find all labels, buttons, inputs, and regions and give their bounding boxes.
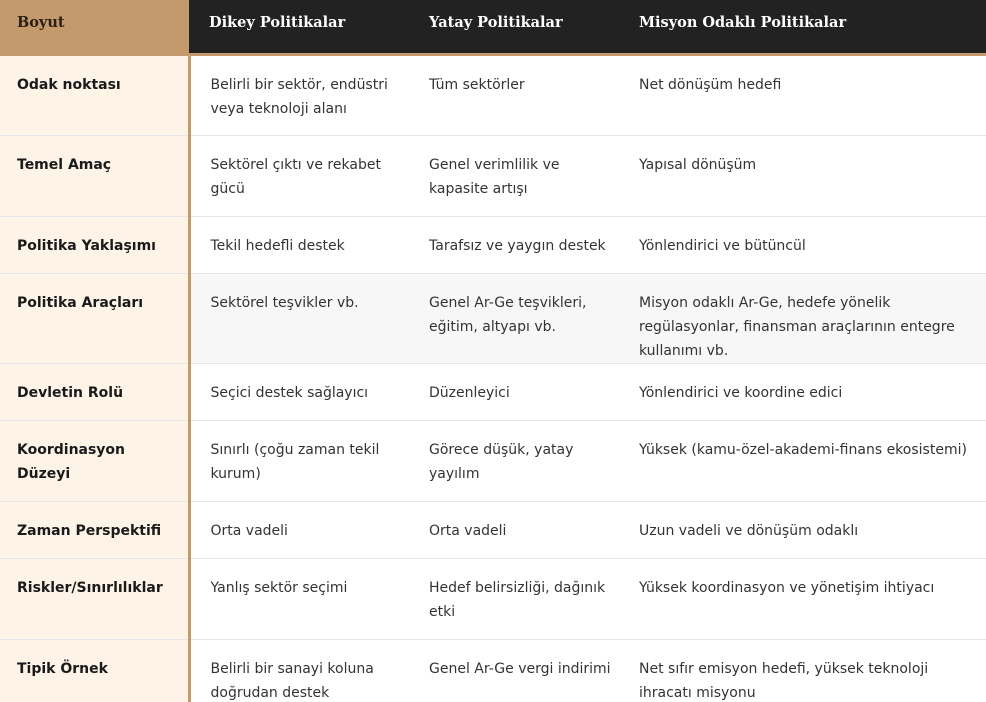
- table-cell: Yapısal dönüşüm: [619, 135, 986, 216]
- table-cell: Sektörel teşvikler vb.: [189, 273, 409, 363]
- table-cell: Yanlış sektör seçimi: [189, 558, 409, 639]
- table-cell: Uzun vadeli ve dönüşüm odaklı: [619, 501, 986, 558]
- table-cell: Tüm sektörler: [409, 54, 619, 135]
- row-label: Odak noktası: [0, 54, 189, 135]
- table-row: [0, 558, 986, 639]
- table-cell: Hedef belirsizliği, dağınık etki: [409, 558, 619, 639]
- table-cell: Net sıfır emisyon hedefi, yüksek teknoloji ihracatı misyonu: [639, 660, 929, 701]
- row-label: Koordinasyon Düzeyi: [0, 420, 189, 501]
- table-cell: Sınırlı (çoğu zaman tekil kurum): [189, 420, 409, 501]
- table-cell: Misyon odaklı Ar-Ge, hedefe yönelik regülasyonlar, finansman araçlarının entegre kullanımı vb.: [619, 273, 986, 363]
- header-horizontal-policies: Yatay Politikalar: [409, 0, 619, 54]
- row-label: Riskler/Sınırlılıklar: [0, 558, 189, 639]
- table-row: [0, 273, 986, 363]
- table-row: [0, 363, 986, 420]
- table-cell: Belirli bir sektör, endüstri veya teknoloji alanı: [189, 54, 409, 135]
- table-row: [0, 639, 986, 702]
- table-cell: Yüksek koordinasyon ve yönetişim ihtiyacı: [619, 558, 986, 639]
- table-cell: Sektörel çıktı ve rekabet gücü: [189, 135, 409, 216]
- row-label: Devletin Rolü: [0, 363, 189, 420]
- table-row: [0, 135, 986, 216]
- table-cell: Genel Ar-Ge vergi indirimi: [429, 660, 611, 677]
- table-cell: Görece düşük, yatay yayılım: [409, 420, 619, 501]
- table-body: [0, 54, 986, 702]
- table-cell: Genel Ar-Ge teşvikleri, eğitim, altyapı vb.: [409, 273, 619, 363]
- table-row: [0, 420, 986, 501]
- header-mission-policies: Misyon Odaklı Politikalar: [619, 0, 986, 54]
- row-label: Zaman Perspektifi: [0, 501, 189, 558]
- table-row: [0, 54, 986, 135]
- table-cell: Belirli bir sanayi koluna doğrudan destek: [210, 660, 374, 701]
- table-cell: Seçici destek sağlayıcı: [189, 363, 409, 420]
- table-cell: Orta vadeli: [409, 501, 619, 558]
- table-cell: Yönlendirici ve koordine edici: [619, 363, 986, 420]
- row-label: Politika Yaklaşımı: [0, 216, 189, 273]
- row-label: Tipik Örnek: [0, 639, 189, 702]
- header-dimension: Boyut: [0, 0, 189, 54]
- table-cell: Genel verimlilik ve kapasite artışı: [409, 135, 619, 216]
- header-row: [0, 0, 986, 54]
- table-header: [0, 0, 986, 54]
- table-cell: Tarafsız ve yaygın destek: [409, 216, 619, 273]
- table-row: [0, 501, 986, 558]
- table-cell: Tekil hedefli destek: [189, 216, 409, 273]
- table-row: [0, 216, 986, 273]
- table-cell: Düzenleyici: [409, 363, 619, 420]
- row-label: Temel Amaç: [0, 135, 189, 216]
- table-cell: Yönlendirici ve bütüncül: [619, 216, 986, 273]
- table-cell: Net dönüşüm hedefi: [619, 54, 986, 135]
- row-label: Politika Araçları: [0, 273, 189, 363]
- header-vertical-policies: Dikey Politikalar: [189, 0, 409, 54]
- table-cell: Yüksek (kamu-özel-akademi-finans ekosistemi): [619, 420, 986, 501]
- table-cell: Orta vadeli: [189, 501, 409, 558]
